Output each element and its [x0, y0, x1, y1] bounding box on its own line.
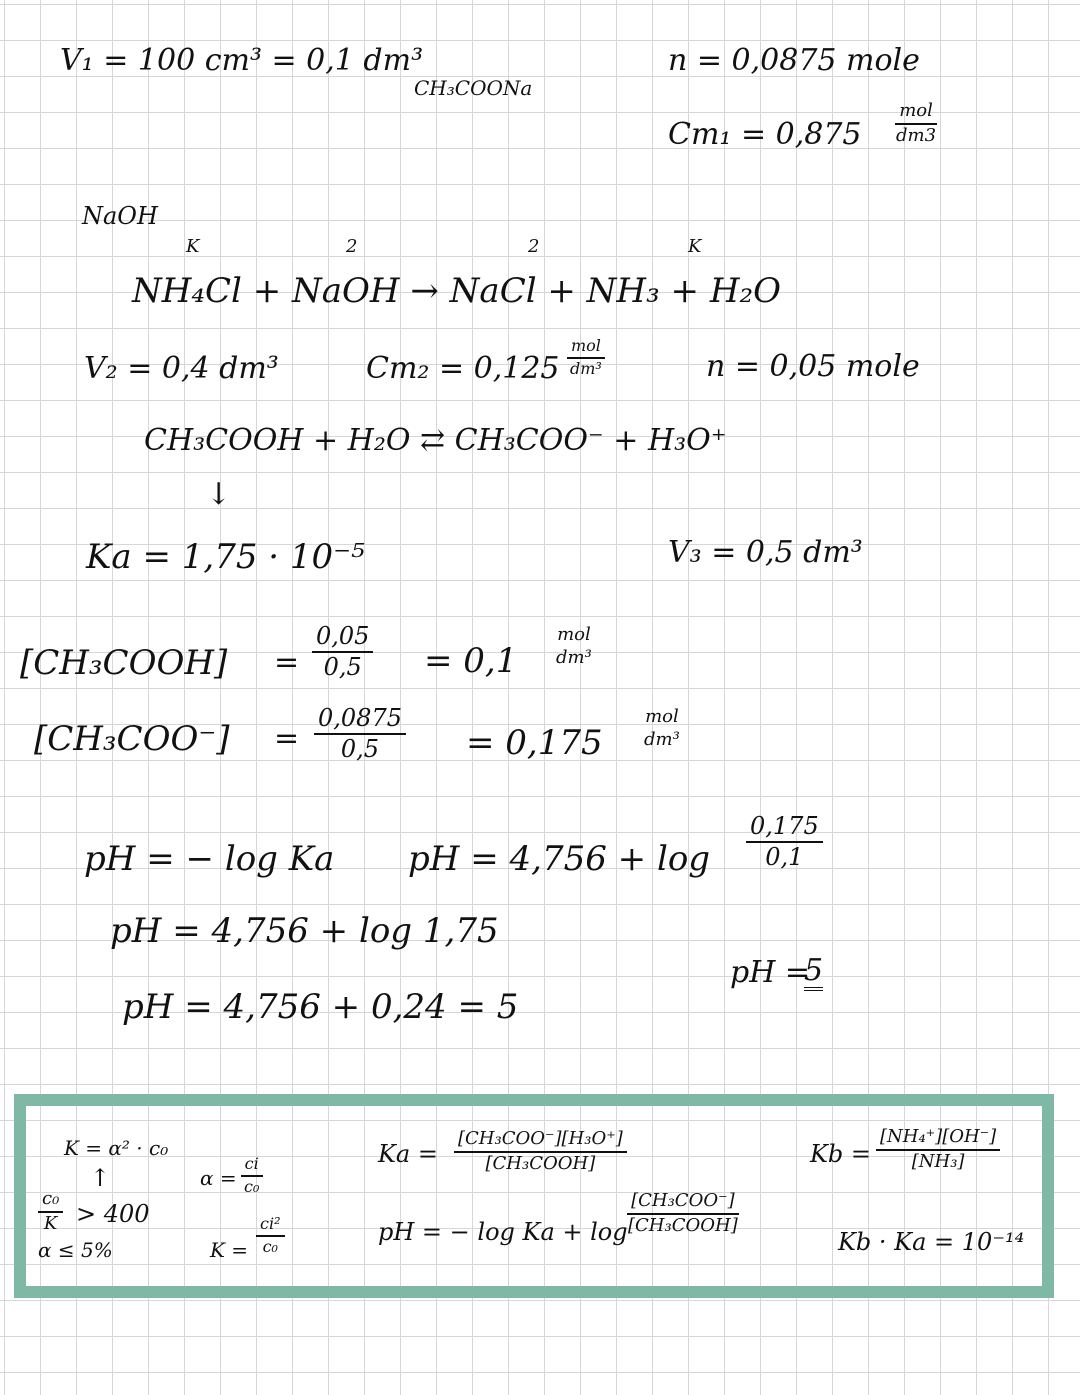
- summary-alpha-fraction: [240, 1156, 263, 1196]
- volume-v2: V₂ = 0,4 dm³: [84, 351, 279, 386]
- naoh-label: NaOH: [82, 202, 158, 230]
- moles-salt: n = 0,0875 mole: [668, 43, 920, 78]
- summary-ph-num: [CH₃COO⁻]: [627, 1192, 739, 1215]
- annotation-k2: K: [688, 236, 702, 257]
- arrow-up-icon: ↑: [90, 1164, 111, 1192]
- ph-step1: pH = 4,756 + log: [408, 839, 711, 879]
- summary-cond1-num: c₀: [38, 1190, 63, 1213]
- concentration-cm2: Cm₂ = 0,125: [366, 351, 560, 386]
- summary-kb-fraction: [876, 1128, 1000, 1172]
- conc-acid-unit-den: dm³: [556, 646, 592, 668]
- salt-formula: CH₃COONa: [414, 76, 533, 100]
- arrow-down-icon: ↓: [206, 477, 232, 512]
- ph-final-value: 5: [804, 956, 823, 991]
- ph-step1-num: 0,175: [746, 814, 823, 843]
- summary-k-formula: K = α² · c₀: [64, 1136, 169, 1160]
- cm2-unit: [566, 338, 606, 378]
- summary-kw: Kb · Ka = 10⁻¹⁴: [838, 1228, 1025, 1256]
- conc-acid-eq: =: [274, 645, 300, 680]
- reaction-nh4cl-naoh: NH₄Cl + NaOH → NaCl + NH₃ + H₂O: [132, 271, 781, 311]
- conc-acid-den: 0,5: [323, 653, 362, 682]
- summary-ka-num: [CH₃COO⁻][H₃O⁺]: [454, 1130, 627, 1153]
- annotation-z2: 2: [528, 236, 540, 257]
- annotation-z1: 2: [346, 236, 358, 257]
- conc-acetate-eq: =: [274, 721, 300, 756]
- ph-step1-den: 0,1: [765, 843, 804, 872]
- summary-ph-label: pH = − log Ka + log: [378, 1218, 628, 1246]
- summary-cond1-den: K: [43, 1212, 58, 1234]
- summary-kb-label: Kb =: [810, 1140, 872, 1168]
- conc-acid-fraction: [312, 624, 373, 680]
- summary-cond1-rest: > 400: [76, 1200, 150, 1228]
- summary-kb-num: [NH₄⁺][OH⁻]: [876, 1128, 1000, 1151]
- reaction-acetic-acid-equilibrium: CH₃COOH + H₂O ⇄ CH₃COO⁻ + H₃O⁺: [144, 423, 727, 458]
- volume-v1: V₁ = 100 cm³ = 0,1 dm³: [60, 43, 424, 78]
- summary-ka-den: [CH₃COOH]: [485, 1152, 596, 1174]
- conc-acetate-den: 0,5: [340, 735, 380, 764]
- summary-k2-label: K =: [210, 1238, 249, 1262]
- cm1-unit-den: dm3: [896, 124, 937, 146]
- conc-acetate-result: = 0,175: [466, 723, 603, 763]
- summary-cond1-fraction: [38, 1190, 63, 1234]
- conc-acetate-num: 0,0875: [314, 706, 406, 735]
- summary-alpha-label: α =: [200, 1166, 237, 1190]
- summary-ph-fraction: [624, 1192, 742, 1236]
- ph-definition: pH = − log Ka: [84, 839, 335, 879]
- summary-ka-label: Ka =: [378, 1140, 438, 1168]
- summary-alpha-den: c₀: [244, 1176, 260, 1196]
- ph-step1-fraction: [746, 814, 823, 870]
- moles-naoh: n = 0,05 mole: [706, 349, 920, 384]
- cm1-unit: [892, 102, 940, 146]
- summary-kb-den: [NH₃]: [911, 1150, 965, 1172]
- acid-constant-ka: Ka = 1,75 · 10⁻⁵: [86, 537, 365, 577]
- conc-acid-unit: [552, 626, 596, 668]
- summary-k2-fraction: [256, 1216, 285, 1256]
- conc-acetate-unit-den: dm³: [644, 728, 680, 750]
- conc-acetate-unit-num: mol: [645, 706, 679, 727]
- cm2-unit-den: dm³: [570, 358, 602, 378]
- summary-k2-num: ci²: [256, 1216, 285, 1237]
- formula-summary-box: [14, 1094, 1054, 1298]
- conc-acid-unit-num: mol: [557, 624, 591, 645]
- ph-final-label: pH =: [730, 955, 811, 990]
- summary-ka-fraction: [454, 1130, 627, 1174]
- conc-acid-result: = 0,1: [424, 641, 518, 681]
- summary-cond2: α ≤ 5%: [38, 1238, 113, 1262]
- volume-v3: V₃ = 0,5 dm³: [668, 535, 863, 570]
- summary-ph-den: [CH₃COOH]: [628, 1214, 738, 1236]
- ph-step2: pH = 4,756 + log 1,75: [110, 911, 499, 951]
- conc-acetate-fraction: [314, 706, 406, 762]
- ph-step3: pH = 4,756 + 0,24 = 5: [122, 987, 519, 1027]
- summary-alpha-num: ci: [241, 1156, 263, 1177]
- concentration-cm1: Cm₁ = 0,875: [668, 117, 862, 152]
- conc-acetate-unit: [640, 708, 684, 750]
- cm2-unit-num: mol: [567, 338, 605, 359]
- summary-k2-den: c₀: [262, 1236, 278, 1256]
- conc-acid-lhs: [CH₃COOH]: [20, 643, 228, 683]
- conc-acid-num: 0,05: [312, 624, 373, 653]
- annotation-k1: K: [186, 236, 200, 257]
- cm1-unit-num: mol: [895, 102, 937, 125]
- conc-acetate-lhs: [CH₃COO⁻]: [34, 719, 230, 759]
